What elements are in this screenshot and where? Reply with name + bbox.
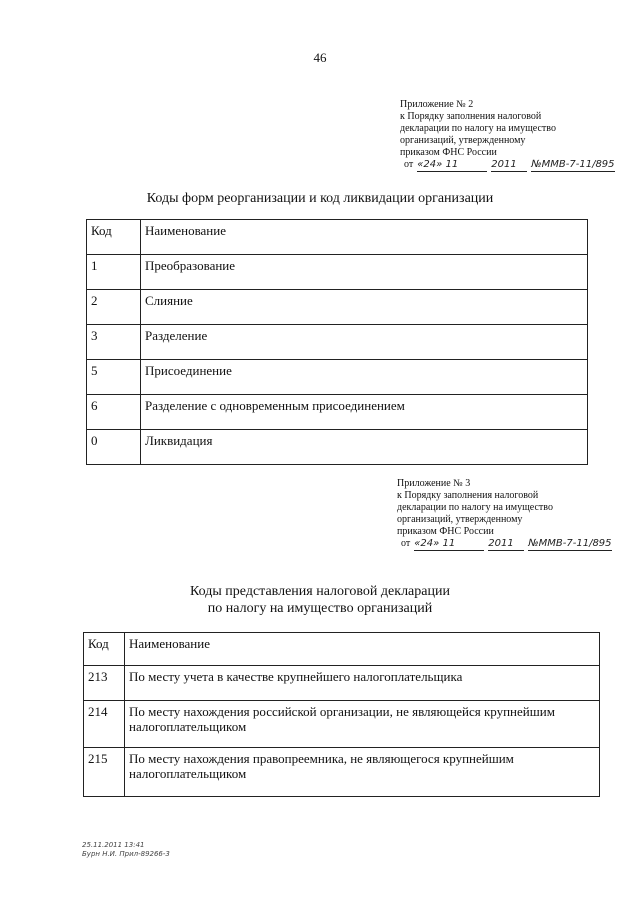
appendix-3-heading [397, 478, 612, 551]
table-row [87, 325, 588, 360]
header-code: Код [87, 220, 141, 255]
order-date-handwritten: «24» 11 [417, 159, 487, 172]
order-number-handwritten: №ММВ-7-11/895 [531, 159, 615, 170]
appendix-3-line: декларации по налогу на имущество [397, 502, 553, 513]
appendix-2-line: к Порядку заполнения налоговой [400, 111, 542, 122]
name-cell: По месту учета в качестве крупнейшего налогоплательщика [125, 666, 600, 701]
appendix-3-line: к Порядку заполнения налоговой [397, 490, 539, 501]
name-cell: Преобразование [141, 255, 588, 290]
page-number: 46 [313, 50, 327, 65]
code-cell: 5 [87, 360, 141, 395]
footer-line: 25.11.2011 13:41 [82, 841, 145, 849]
code-cell: 6 [87, 395, 141, 430]
table-row [84, 748, 600, 797]
table-2-title-line-1: Коды представления налоговой декларации [190, 584, 450, 599]
name-cell: Присоединение [141, 360, 588, 395]
footer-line: Бурн Н.И. Прил-89266-3 [82, 850, 170, 858]
header-code: Код [84, 633, 125, 666]
code-cell: 213 [84, 666, 125, 701]
appendix-2-line: декларации по налогу на имущество [400, 123, 556, 134]
code-cell: 2 [87, 290, 141, 325]
name-cell: По месту нахождения правопреемника, не являющегося крупнейшим налогоплательщиком [125, 748, 600, 797]
appendix-3-line: приказом ФНС России [397, 526, 494, 537]
reorganization-codes-table [86, 219, 588, 465]
footer-stamp [82, 841, 170, 859]
header-name: Наименование [141, 220, 588, 255]
code-cell: 0 [87, 430, 141, 465]
appendix-3-order [401, 538, 612, 551]
table-header-row [87, 220, 588, 255]
appendix-3-line: Приложение № 3 [397, 478, 471, 489]
appendix-2-order [404, 159, 615, 172]
order-number-handwritten: №ММВ-7-11/895 [528, 538, 612, 549]
name-cell: По месту нахождения российской организации, не являющейся крупнейшим налогоплательщиком [125, 701, 600, 748]
table-row [87, 395, 588, 430]
code-cell: 1 [87, 255, 141, 290]
table-2-title-line-2: по налогу на имущество организаций [207, 601, 433, 616]
appendix-2-line: организаций, утвержденному [400, 135, 526, 146]
table-header-row [84, 633, 600, 666]
table-row [87, 430, 588, 465]
order-date-handwritten: «24» 11 [414, 538, 484, 551]
header-name: Наименование [125, 633, 600, 666]
table-row [84, 701, 600, 748]
order-prefix: от [401, 538, 411, 549]
name-cell: Разделение с одновременным присоединением [141, 395, 588, 430]
name-cell: Разделение [141, 325, 588, 360]
table-row [84, 666, 600, 701]
table-row [87, 255, 588, 290]
order-year-handwritten: 2011 [488, 538, 524, 551]
declaration-codes-table [83, 632, 600, 797]
code-cell: 215 [84, 748, 125, 797]
code-cell: 3 [87, 325, 141, 360]
appendix-2-heading [400, 99, 615, 172]
table-row [87, 290, 588, 325]
appendix-3-line: организаций, утвержденному [397, 514, 523, 525]
order-prefix: от [404, 159, 414, 170]
order-year-handwritten: 2011 [491, 159, 527, 172]
name-cell: Слияние [141, 290, 588, 325]
appendix-2-line: Приложение № 2 [400, 99, 474, 110]
name-cell: Ликвидация [141, 430, 588, 465]
table-row [87, 360, 588, 395]
table-1-title: Коды форм реорганизации и код ликвидации организации [146, 191, 494, 206]
code-cell: 214 [84, 701, 125, 748]
appendix-2-line: приказом ФНС России [400, 147, 497, 158]
